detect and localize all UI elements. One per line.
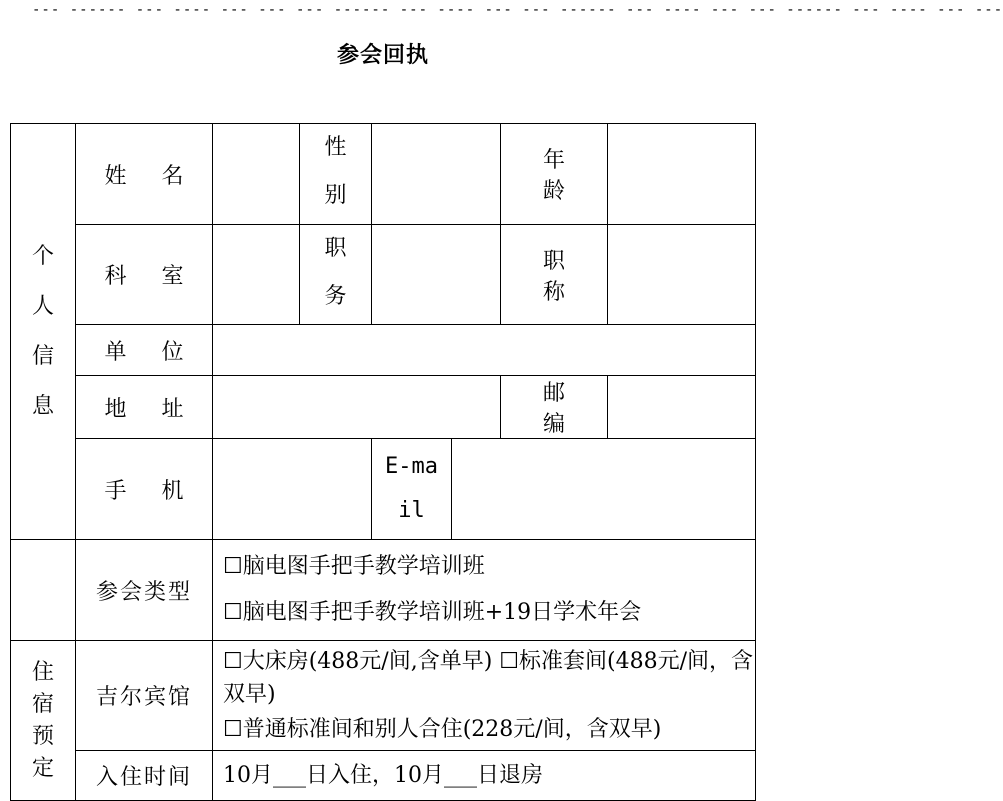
personal-info-section: 个人信息 — [11, 124, 76, 540]
email-field[interactable] — [452, 439, 756, 540]
age-field[interactable] — [608, 124, 756, 225]
page-title: 参会回执 — [336, 42, 429, 68]
address-label: 地 址 — [76, 376, 213, 439]
dept-field[interactable] — [213, 225, 300, 325]
address-field[interactable] — [213, 376, 501, 439]
dept-label: 科 室 — [76, 225, 213, 325]
registration-form — [10, 123, 756, 801]
name-field[interactable] — [213, 124, 300, 225]
registration-options — [213, 540, 756, 641]
gender-field[interactable] — [372, 124, 501, 225]
registration-option-training[interactable]: ☐脑电图手把手教学培训班 — [223, 554, 485, 579]
checkin-dates[interactable]: 10月___日入住，10月___日退房 — [213, 751, 756, 801]
phone-field[interactable] — [213, 439, 372, 540]
registration-blank — [11, 540, 76, 641]
registration-type-label: 参会类型 — [76, 540, 213, 641]
room-option-king-suite[interactable]: ☐大床房(488元/间,含单早) ☐标准套间(488元/间，含双早) — [223, 649, 753, 707]
zip-label: 邮 编 — [501, 376, 608, 439]
hotel-label: 吉尔宾馆 — [76, 641, 213, 751]
checkin-label: 入住时间 — [76, 751, 213, 801]
title-label: 职 称 — [501, 225, 608, 325]
accommodation-section: 住宿预定 — [11, 641, 76, 801]
title-field[interactable] — [608, 225, 756, 325]
age-label: 年 龄 — [501, 124, 608, 225]
registration-option-training-conference[interactable]: ☐脑电图手把手教学培训班+19日学术年会 — [223, 600, 642, 625]
cut-line: --- ------ --- ---- --- --- --- ------ --- ---- --- --- ------ --- ---- --- --- ------ --- ---- --- --- — [32, 2, 1003, 18]
email-label: E-mail — [372, 439, 452, 540]
room-option-shared-standard[interactable]: ☐普通标准间和别人合住(228元/间，含双早) — [223, 717, 662, 742]
room-options — [213, 641, 756, 751]
position-field[interactable] — [372, 225, 501, 325]
phone-label: 手 机 — [76, 439, 213, 540]
position-label: 职务 — [300, 225, 372, 325]
gender-label: 性别 — [300, 124, 372, 225]
zip-field[interactable] — [608, 376, 756, 439]
name-label: 姓 名 — [76, 124, 213, 225]
unit-field[interactable] — [213, 325, 756, 376]
unit-label: 单 位 — [76, 325, 213, 376]
